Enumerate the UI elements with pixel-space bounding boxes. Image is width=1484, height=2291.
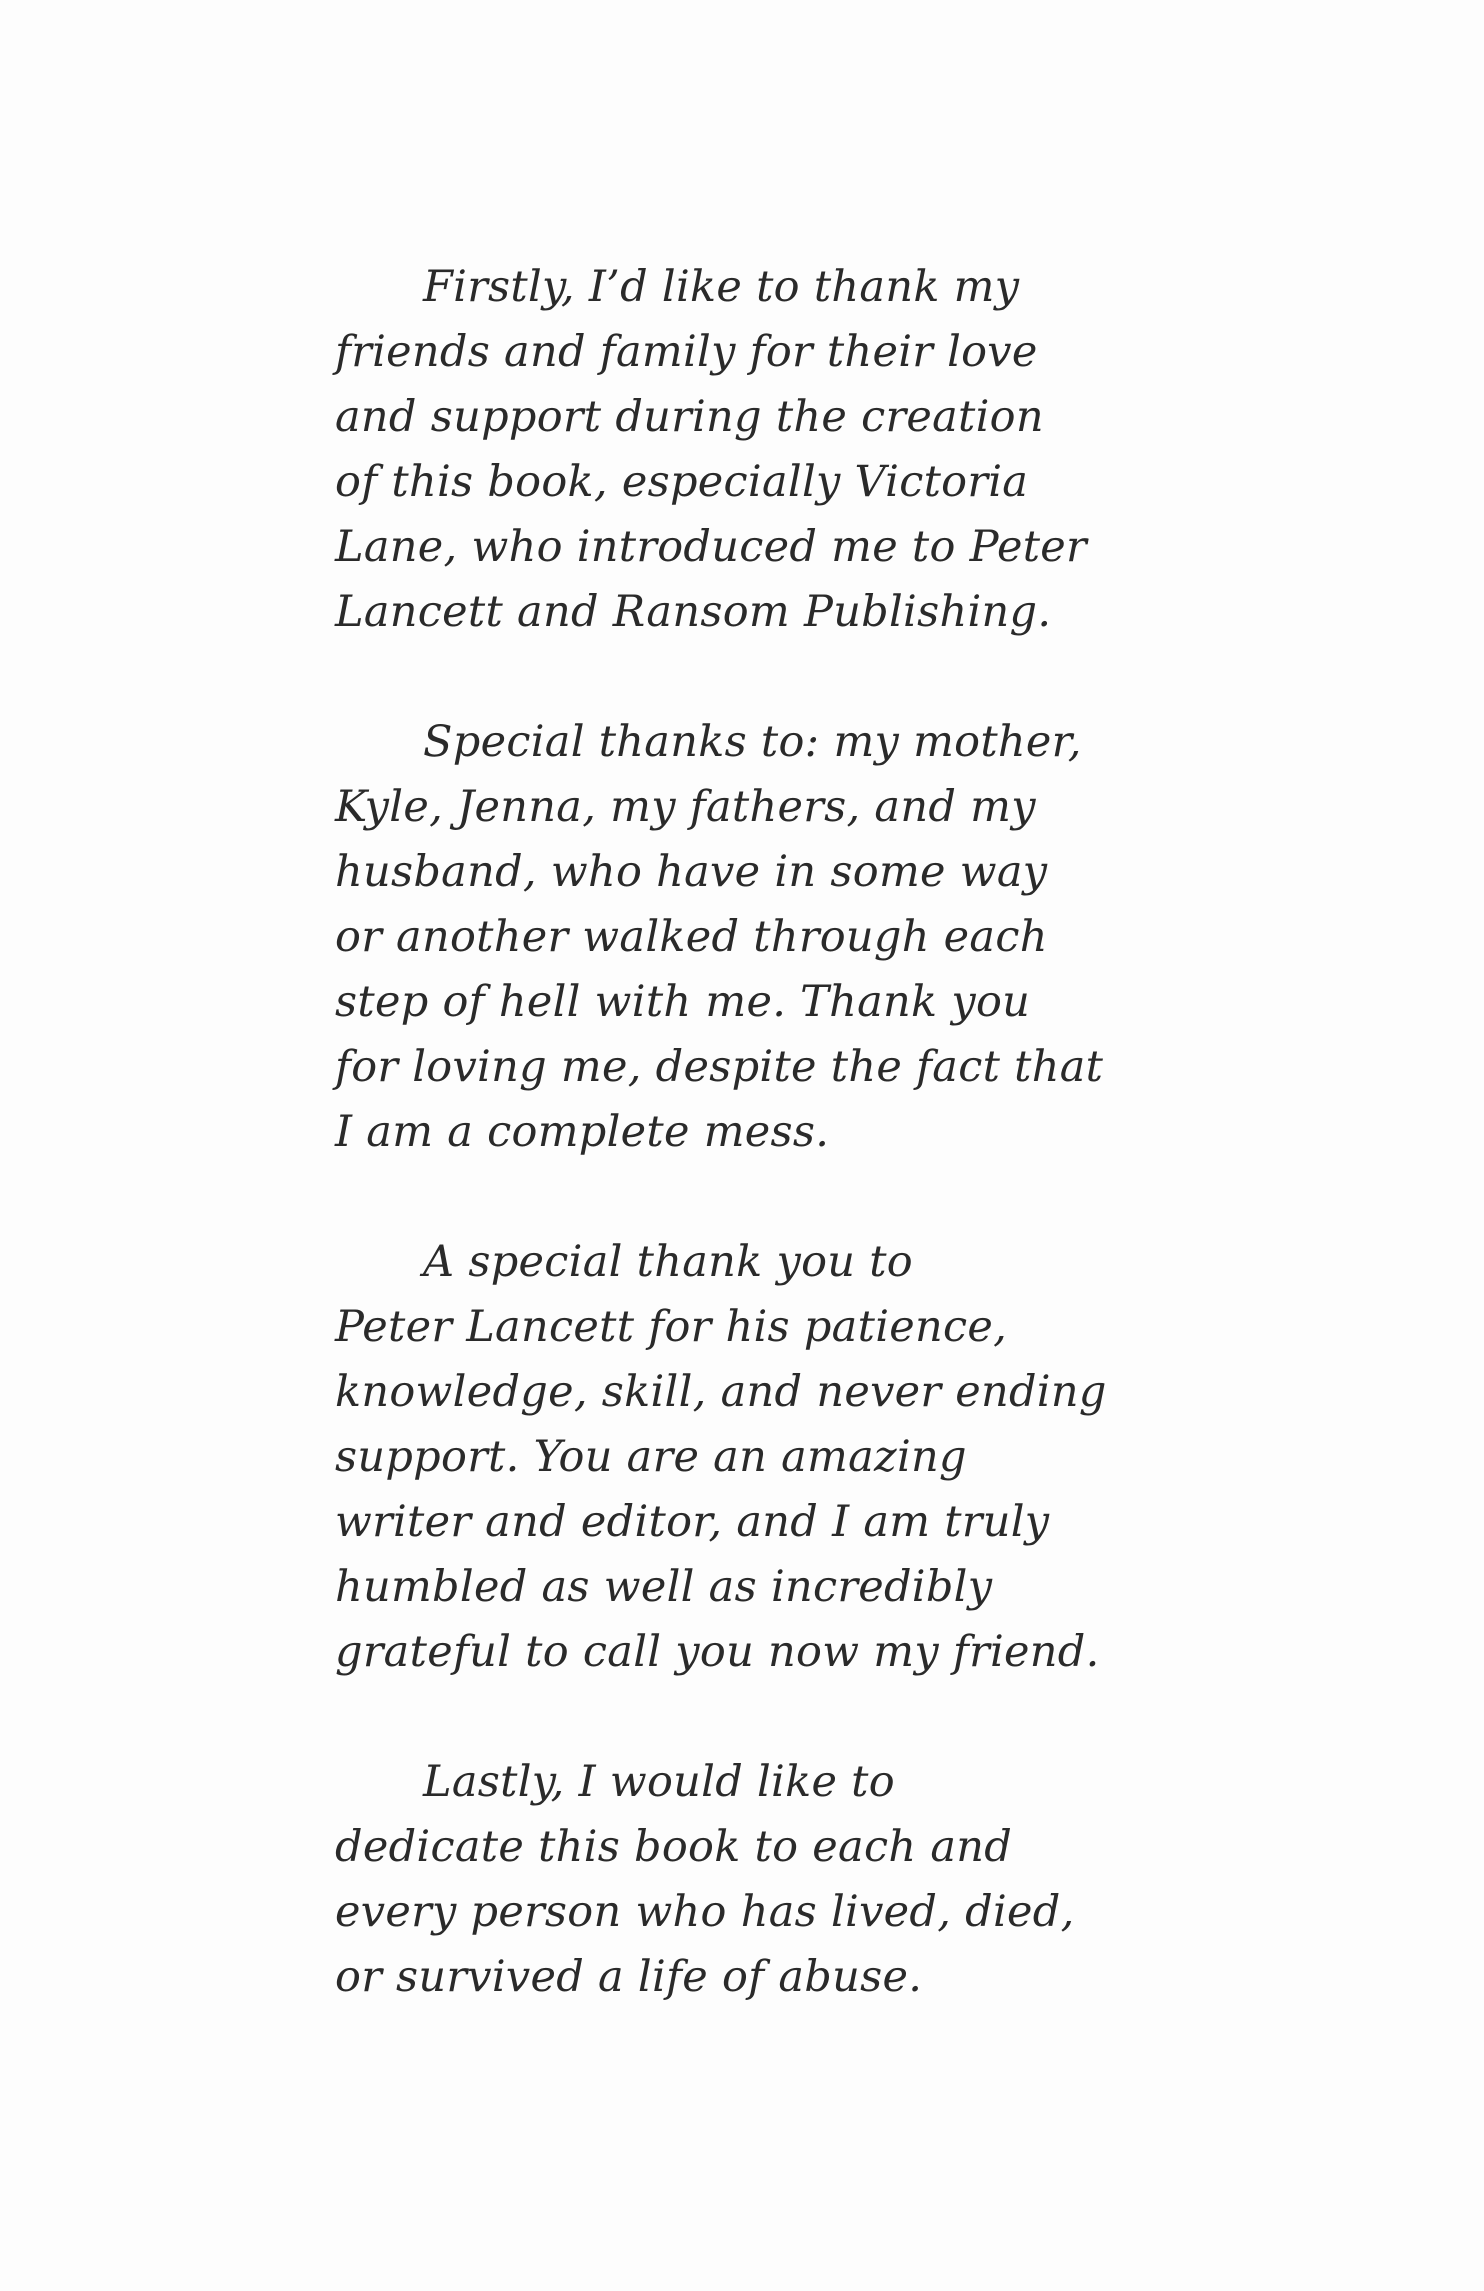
text-line: Firstly, I’d like to thank my	[423, 262, 1020, 312]
text-line: grateful to call you now my friend.	[335, 1627, 1100, 1677]
text-line: of this book, especially Victoria	[335, 457, 1029, 507]
text-line: knowledge, skill, and never ending	[335, 1367, 1107, 1417]
text-line: I am a complete mess.	[335, 1107, 830, 1157]
paragraph-dedication	[335, 1750, 1215, 2010]
text-line: A special thank you to	[423, 1237, 913, 1287]
text-line: for loving me, despite the fact that	[335, 1042, 1104, 1092]
text-line: step of hell with me. Thank you	[335, 977, 1031, 1027]
text-line: Special thanks to: my mother,	[423, 717, 1082, 767]
text-line: humbled as well as incredibly	[335, 1562, 993, 1612]
text-line: Lane, who introduced me to Peter	[335, 522, 1087, 572]
paragraph-thanks-editor	[335, 1230, 1215, 1685]
text-line: or survived a life of abuse.	[335, 1952, 923, 2002]
paragraph-thanks-friends-family	[335, 255, 1215, 645]
text-line: husband, who have in some way	[335, 847, 1048, 897]
text-line: dedicate this book to each and	[335, 1822, 1013, 1872]
text-line: every person who has lived, died,	[335, 1887, 1075, 1937]
text-line: Lastly, I would like to	[423, 1757, 895, 1807]
paragraph-special-thanks	[335, 710, 1215, 1165]
text-line: friends and family for their love	[335, 327, 1038, 377]
text-line: Kyle, Jenna, my fathers, and my	[335, 782, 1036, 832]
acknowledgements-text	[335, 255, 1215, 2075]
text-line: support. You are an amazing	[335, 1432, 967, 1482]
text-line: writer and editor, and I am truly	[335, 1497, 1050, 1547]
text-line: or another walked through each	[335, 912, 1048, 962]
text-line: Lancett and Ransom Publishing.	[335, 587, 1052, 637]
text-line: Peter Lancett for his patience,	[335, 1302, 1008, 1352]
text-line: and support during the creation	[335, 392, 1044, 442]
